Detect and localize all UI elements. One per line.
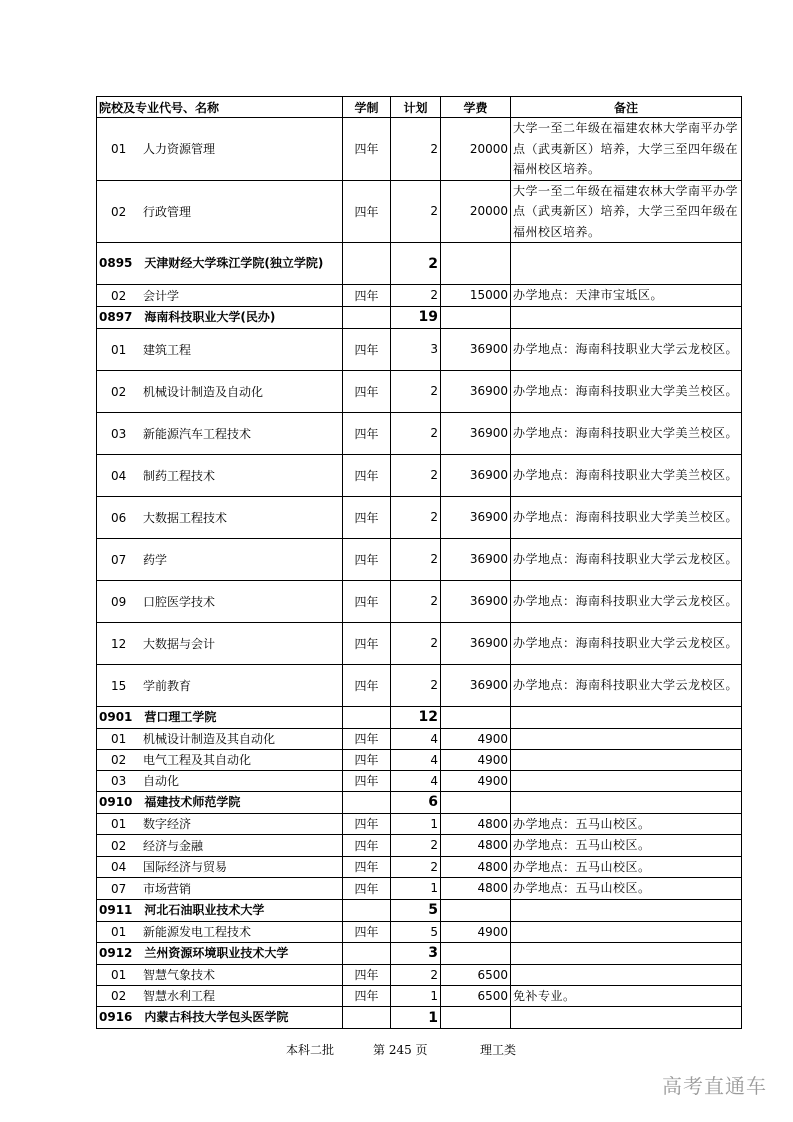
major-cell [97,664,343,706]
major-code: 02 [111,204,127,219]
header-length: 学制 [343,97,391,118]
major-plan: 4 [391,728,441,749]
major-plan: 2 [391,496,441,538]
school-code: 0910 [99,794,133,809]
major-row [97,412,742,454]
major-length: 四年 [343,118,391,181]
major-cell [97,856,343,878]
school-length-cell [343,706,391,728]
major-note: 办学地点：海南科技职业大学云龙校区。 [511,580,742,622]
school-plan: 2 [391,243,441,285]
major-fee: 20000 [441,180,511,243]
major-note: 办学地点：海南科技职业大学云龙校区。 [511,664,742,706]
major-note: 免补专业。 [511,985,742,1007]
header-fee: 学费 [441,97,511,118]
major-note: 办学地点：海南科技职业大学云龙校区。 [511,622,742,664]
major-code: 01 [111,142,127,157]
school-plan: 5 [391,899,441,921]
school-note-cell [511,1007,742,1029]
major-plan: 2 [391,180,441,243]
major-length: 四年 [343,921,391,942]
major-fee: 6500 [441,964,511,985]
school-row [97,1007,742,1029]
major-length: 四年 [343,412,391,454]
school-fee-cell [441,306,511,328]
major-name: 学前教育 [143,678,192,693]
school-code: 0901 [99,709,133,724]
major-row [97,921,742,942]
major-fee: 36900 [441,412,511,454]
major-row [97,285,742,307]
header-plan: 计划 [391,97,441,118]
major-fee: 4800 [441,856,511,878]
major-plan: 2 [391,580,441,622]
major-length: 四年 [343,749,391,770]
school-cell [97,306,343,328]
major-fee: 15000 [441,285,511,307]
major-cell [97,835,343,857]
school-row [97,791,742,813]
major-code: 04 [111,468,127,483]
major-plan: 2 [391,964,441,985]
major-length: 四年 [343,328,391,370]
major-length: 四年 [343,496,391,538]
major-length: 四年 [343,622,391,664]
school-code: 0895 [99,256,133,270]
major-note: 办学地点：海南科技职业大学美兰校区。 [511,496,742,538]
table-body [97,118,742,1029]
major-name: 口腔医学技术 [143,594,216,609]
major-note [511,728,742,749]
school-name: 福建技术师范学院 [144,794,241,809]
major-plan: 4 [391,749,441,770]
major-note: 办学地点：五马山校区。 [511,835,742,857]
major-length: 四年 [343,580,391,622]
major-name: 机械设计制造及自动化 [143,384,264,399]
major-fee: 4900 [441,921,511,942]
major-code: 01 [111,342,127,357]
school-fee-cell [441,706,511,728]
major-cell [97,538,343,580]
footer-batch: 本科二批 [286,1043,335,1057]
major-note [511,770,742,791]
major-name: 国际经济与贸易 [143,860,228,875]
major-name: 智慧气象技术 [143,968,216,982]
major-plan: 3 [391,328,441,370]
major-row [97,856,742,878]
major-cell [97,370,343,412]
major-row [97,370,742,412]
major-row [97,580,742,622]
major-name: 大数据与会计 [143,636,216,651]
major-note: 大学一至二年级在福建农林大学南平办学点（武夷新区）培养，大学三至四年级在福州校区培养。 [511,180,742,243]
major-name: 人力资源管理 [143,142,216,157]
school-fee-cell [441,899,511,921]
major-name: 电气工程及其自动化 [143,753,252,767]
major-code: 02 [111,989,127,1004]
major-row [97,454,742,496]
school-code: 0912 [99,945,133,960]
major-fee: 20000 [441,118,511,181]
major-name: 行政管理 [143,204,192,219]
school-code: 0911 [99,902,133,917]
major-fee: 36900 [441,454,511,496]
school-fee-cell [441,243,511,285]
major-fee: 6500 [441,985,511,1007]
major-row [97,622,742,664]
major-row [97,496,742,538]
major-length: 四年 [343,856,391,878]
major-row [97,749,742,770]
major-fee: 36900 [441,328,511,370]
major-cell [97,921,343,942]
major-row [97,964,742,985]
major-note: 办学地点：海南科技职业大学云龙校区。 [511,328,742,370]
watermark-text: 高考直通车 [662,1074,767,1098]
school-note-cell [511,306,742,328]
major-row [97,813,742,835]
major-fee: 4800 [441,813,511,835]
school-plan: 19 [391,306,441,328]
header-name: 院校及专业代号、名称 [97,97,343,118]
major-cell [97,180,343,243]
major-plan: 2 [391,835,441,857]
major-plan: 5 [391,921,441,942]
major-name: 数字经济 [143,817,192,832]
major-code: 03 [111,774,127,788]
school-name: 河北石油职业技术大学 [144,902,265,917]
school-length-cell [343,791,391,813]
major-cell [97,622,343,664]
major-length: 四年 [343,835,391,857]
major-code: 02 [111,288,127,303]
major-fee: 4900 [441,749,511,770]
school-code: 0897 [99,309,133,324]
major-code: 15 [111,678,127,693]
school-cell [97,791,343,813]
school-length-cell [343,1007,391,1029]
major-cell [97,412,343,454]
major-code: 02 [111,838,127,853]
major-row [97,985,742,1007]
major-plan: 1 [391,813,441,835]
major-plan: 2 [391,856,441,878]
major-code: 02 [111,384,127,399]
school-fee-cell [441,942,511,964]
major-length: 四年 [343,878,391,900]
major-plan: 2 [391,454,441,496]
major-note: 大学一至二年级在福建农林大学南平办学点（武夷新区）培养，大学三至四年级在福州校区培养。 [511,118,742,181]
major-fee: 4800 [441,835,511,857]
major-code: 01 [111,968,127,982]
major-name: 新能源发电工程技术 [143,925,252,939]
school-cell [97,942,343,964]
school-fee-cell [441,1007,511,1029]
major-row [97,878,742,900]
footer-page-number: 第 245 页 [373,1043,428,1057]
major-row [97,118,742,181]
major-cell [97,749,343,770]
major-cell [97,454,343,496]
major-note: 办学地点：五马山校区。 [511,813,742,835]
major-plan: 2 [391,118,441,181]
major-code: 07 [111,552,127,567]
major-plan: 2 [391,285,441,307]
school-row [97,899,742,921]
major-name: 新能源汽车工程技术 [143,426,252,441]
major-fee: 4800 [441,878,511,900]
header-note: 备注 [511,97,742,118]
major-note [511,964,742,985]
major-row [97,538,742,580]
school-cell [97,706,343,728]
major-name: 建筑工程 [143,342,192,357]
major-length: 四年 [343,770,391,791]
major-length: 四年 [343,538,391,580]
school-plan: 6 [391,791,441,813]
major-note [511,921,742,942]
major-plan: 2 [391,412,441,454]
school-cell [97,1007,343,1029]
school-length-cell [343,942,391,964]
major-cell [97,118,343,181]
school-name: 营口理工学院 [144,709,217,724]
major-name: 自动化 [143,774,180,788]
school-note-cell [511,243,742,285]
table-header-row [97,97,742,118]
major-length: 四年 [343,664,391,706]
major-code: 03 [111,426,127,441]
major-note: 办学地点：天津市宝坻区。 [511,285,742,307]
major-fee: 36900 [441,538,511,580]
major-fee: 36900 [441,496,511,538]
major-cell [97,285,343,307]
major-row [97,835,742,857]
major-cell [97,770,343,791]
major-code: 01 [111,732,127,746]
major-fee: 36900 [441,580,511,622]
footer-category: 理工类 [480,1043,517,1057]
major-row [97,328,742,370]
admission-plan-table [96,96,742,1029]
major-cell [97,813,343,835]
school-row [97,243,742,285]
school-note-cell [511,791,742,813]
major-row [97,664,742,706]
major-cell [97,328,343,370]
major-plan: 2 [391,538,441,580]
school-row [97,706,742,728]
major-note: 办学地点：海南科技职业大学美兰校区。 [511,454,742,496]
major-plan: 1 [391,878,441,900]
major-row [97,180,742,243]
major-plan: 2 [391,622,441,664]
major-length: 四年 [343,964,391,985]
major-code: 06 [111,510,127,525]
school-cell [97,243,343,285]
school-fee-cell [441,791,511,813]
major-plan: 4 [391,770,441,791]
major-length: 四年 [343,180,391,243]
major-plan: 2 [391,370,441,412]
major-code: 01 [111,925,127,939]
school-note-cell [511,942,742,964]
school-name: 兰州资源环境职业技术大学 [144,945,289,960]
major-name: 制药工程技术 [143,468,216,483]
major-fee: 36900 [441,664,511,706]
major-note: 办学地点：五马山校区。 [511,856,742,878]
major-name: 药学 [143,552,168,567]
major-code: 01 [111,817,127,832]
school-length-cell [343,899,391,921]
major-code: 04 [111,860,127,875]
major-length: 四年 [343,370,391,412]
major-fee: 4900 [441,770,511,791]
major-name: 经济与金融 [143,838,204,853]
major-plan: 1 [391,985,441,1007]
school-row [97,942,742,964]
major-code: 02 [111,753,127,767]
school-code: 0916 [99,1010,133,1024]
major-name: 机械设计制造及其自动化 [143,732,276,746]
major-length: 四年 [343,285,391,307]
major-note: 办学地点：海南科技职业大学美兰校区。 [511,412,742,454]
major-length: 四年 [343,813,391,835]
major-code: 12 [111,636,127,651]
major-name: 大数据工程技术 [143,510,228,525]
major-cell [97,496,343,538]
major-name: 会计学 [143,288,180,303]
school-note-cell [511,899,742,921]
school-note-cell [511,706,742,728]
school-name: 海南科技职业大学(民办) [144,309,276,324]
major-note [511,749,742,770]
major-note: 办学地点：海南科技职业大学美兰校区。 [511,370,742,412]
major-row [97,728,742,749]
major-length: 四年 [343,728,391,749]
major-code: 07 [111,881,127,896]
major-fee: 4900 [441,728,511,749]
major-fee: 36900 [441,622,511,664]
school-length-cell [343,306,391,328]
school-name: 内蒙古科技大学包头医学院 [144,1010,289,1024]
major-cell [97,878,343,900]
major-cell [97,964,343,985]
major-cell [97,985,343,1007]
school-row [97,306,742,328]
major-code: 09 [111,594,127,609]
major-fee: 36900 [441,370,511,412]
major-note: 办学地点：海南科技职业大学云龙校区。 [511,538,742,580]
major-length: 四年 [343,985,391,1007]
major-cell [97,728,343,749]
major-plan: 2 [391,664,441,706]
major-cell [97,580,343,622]
school-plan: 1 [391,1007,441,1029]
major-note: 办学地点：五马山校区。 [511,878,742,900]
school-plan: 12 [391,706,441,728]
major-row [97,770,742,791]
major-name: 市场营销 [143,881,192,896]
school-length-cell [343,243,391,285]
school-cell [97,899,343,921]
major-length: 四年 [343,454,391,496]
major-name: 智慧水利工程 [143,989,216,1004]
school-name: 天津财经大学珠江学院(独立学院) [144,256,324,270]
school-plan: 3 [391,942,441,964]
